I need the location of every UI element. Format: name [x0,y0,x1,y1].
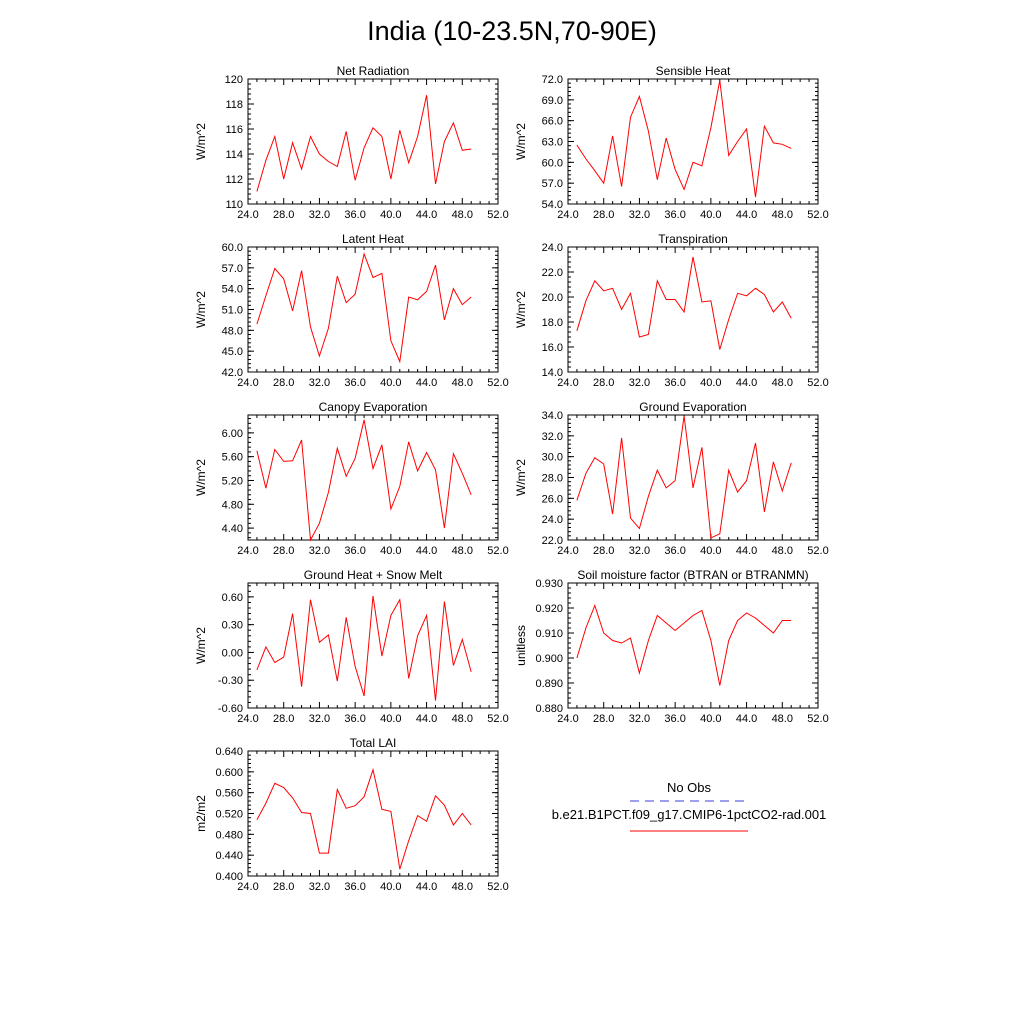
plot-frame [568,583,818,708]
y-tick-label: 24.0 [541,514,563,527]
x-tick-label: 32.0 [628,209,651,221]
x-tick-label: 24.0 [557,209,579,221]
y-tick-label: 118 [225,99,243,111]
y-tick-label: 0.480 [215,829,243,842]
x-tick-label: 36.0 [344,209,366,221]
x-tick-label: 48.0 [451,377,473,389]
panel-8 [514,568,829,725]
panel-9 [194,736,509,893]
x-tick-label: 52.0 [807,377,829,389]
y-tick-label: 24.0 [541,242,563,254]
x-tick-label: 44.0 [735,209,758,221]
y-tick-label: 48.0 [221,325,243,338]
x-tick-label: 48.0 [771,377,793,389]
x-tick-label: 44.0 [415,377,438,389]
legend [552,780,827,831]
x-tick-label: 24.0 [237,545,259,557]
y-tick-label: 54.0 [221,283,243,296]
y-tick-label: 0.880 [535,703,563,715]
y-tick-label: 22.0 [541,535,563,547]
panel-title: Total LAI [349,736,397,750]
x-tick-label: 24.0 [557,713,579,725]
y-tick-label: 54.0 [541,199,563,211]
x-tick-label: 44.0 [415,713,438,725]
y-tick-label: 72.0 [541,74,563,86]
x-tick-label: 32.0 [308,881,331,893]
y-tick-label: 66.0 [541,115,563,128]
y-tick-label: 30.0 [541,451,563,464]
y-tick-label: -0.30 [217,675,243,688]
y-tick-label: 0.910 [535,628,563,640]
series-line [577,257,791,350]
series-line [257,596,471,701]
x-tick-label: 40.0 [700,713,722,725]
y-tick-label: 34.0 [541,410,563,422]
y-tick-label: 112 [225,174,243,186]
x-tick-label: 52.0 [487,545,509,557]
x-tick-label: 28.0 [593,209,615,221]
y-tick-label: 0.60 [221,591,243,604]
x-tick-label: 28.0 [273,881,295,893]
y-tick-label: 0.920 [535,603,563,615]
y-tick-label: 45.0 [221,346,243,359]
legend-model-label: b.e21.B1PCT.f09_g17.CMIP6-1pctCO2-rad.001 [551,807,827,822]
x-tick-label: 44.0 [415,209,438,221]
y-tick-label: 28.0 [541,472,563,485]
y-tick-label: 0.30 [221,619,243,632]
x-tick-label: 36.0 [664,713,686,725]
y-tick-label: 16.0 [541,342,563,354]
plot-frame [248,247,498,372]
x-tick-label: 24.0 [237,209,259,221]
x-tick-label: 24.0 [557,545,579,557]
plot-frame [568,247,818,372]
y-tick-label: 4.40 [221,523,243,536]
y-tick-label: 0.400 [215,871,243,883]
x-tick-label: 48.0 [771,545,793,557]
x-tick-label: 28.0 [273,377,295,389]
x-tick-label: 36.0 [664,377,686,389]
x-tick-label: 48.0 [451,713,473,725]
panel-1 [194,64,509,221]
y-tick-label: 0.890 [535,678,563,690]
y-axis-label: W/m^2 [514,459,528,496]
plot-frame [248,79,498,204]
panel-3 [194,232,509,389]
x-tick-label: 36.0 [664,209,686,221]
x-tick-label: 48.0 [451,881,473,893]
series-line [577,416,791,538]
x-tick-label: 24.0 [237,377,259,389]
y-tick-label: 0.640 [215,746,243,758]
x-tick-label: 28.0 [273,209,295,221]
y-tick-label: 20.0 [541,292,563,304]
y-tick-label: 18.0 [541,317,563,329]
y-axis-label: unitless [514,625,528,666]
series-line [257,420,471,540]
panel-title: Sensible Heat [655,64,731,78]
panel-6 [514,400,829,557]
series-line [577,606,791,686]
x-tick-label: 44.0 [415,545,438,557]
panel-title: Ground Evaporation [639,400,747,414]
y-tick-label: 0.00 [221,647,243,660]
x-tick-label: 52.0 [487,209,509,221]
y-tick-label: 6.00 [221,427,243,440]
y-tick-label: 0.560 [215,787,243,800]
x-tick-label: 36.0 [344,881,366,893]
panel-title: Net Radiation [336,64,410,78]
y-tick-label: 42.0 [221,367,243,379]
y-tick-label: 0.900 [535,653,563,665]
series-line [257,254,471,362]
x-tick-label: 44.0 [415,881,438,893]
x-tick-label: 24.0 [237,881,259,893]
x-tick-label: 48.0 [451,545,473,557]
y-axis-label: m2/m2 [194,795,208,832]
panel-7 [194,568,509,725]
y-tick-label: 51.0 [221,304,243,317]
x-tick-label: 32.0 [308,377,331,389]
y-tick-label: 116 [225,124,243,136]
x-tick-label: 40.0 [380,881,402,893]
x-tick-label: 52.0 [487,377,509,389]
x-tick-label: 28.0 [273,545,295,557]
y-tick-label: 4.80 [221,499,243,512]
plot-frame [248,415,498,540]
y-axis-label: W/m^2 [194,291,208,328]
panel-title: Soil moisture factor (BTRAN or BTRANMN) [577,568,809,582]
x-tick-label: 32.0 [308,713,331,725]
panel-4 [514,232,829,389]
y-tick-label: 5.20 [221,475,243,488]
x-tick-label: 48.0 [451,209,473,221]
x-tick-label: 40.0 [380,209,402,221]
x-tick-label: 52.0 [487,881,509,893]
x-tick-label: 24.0 [237,713,259,725]
x-tick-label: 44.0 [735,545,758,557]
x-tick-label: 40.0 [380,545,402,557]
x-tick-label: 52.0 [807,209,829,221]
x-tick-label: 52.0 [487,713,509,725]
y-tick-label: 114 [225,149,243,161]
y-tick-label: 69.0 [541,94,563,107]
y-tick-label: 57.0 [541,178,563,191]
y-tick-label: 60.0 [221,242,243,254]
y-tick-label: 0.600 [215,766,243,779]
y-axis-label: W/m^2 [514,291,528,328]
x-tick-label: 40.0 [380,713,402,725]
x-tick-label: 32.0 [308,545,331,557]
panels [194,64,829,893]
series-line [257,95,471,191]
x-tick-label: 32.0 [628,713,651,725]
main-title: India (10-23.5N,70-90E) [367,16,657,46]
y-tick-label: 26.0 [541,493,563,506]
y-tick-label: -0.60 [217,703,243,715]
x-tick-label: 40.0 [700,545,722,557]
y-tick-label: 0.440 [215,850,243,863]
panel-2 [514,64,829,221]
y-axis-label: W/m^2 [194,459,208,496]
x-tick-label: 40.0 [700,209,722,221]
y-axis-label: W/m^2 [194,123,208,160]
x-tick-label: 32.0 [308,209,331,221]
x-tick-label: 40.0 [380,377,402,389]
panel-title: Ground Heat + Snow Melt [303,568,443,582]
x-tick-label: 40.0 [700,377,722,389]
y-tick-label: 57.0 [221,262,243,275]
x-tick-label: 28.0 [593,377,615,389]
y-tick-label: 110 [225,199,243,211]
y-axis-label: W/m^2 [194,627,208,664]
plot-frame [568,79,818,204]
x-tick-label: 52.0 [807,713,829,725]
y-tick-label: 22.0 [541,267,563,279]
x-tick-label: 28.0 [593,713,615,725]
panel-title: Transpiration [658,232,728,246]
x-tick-label: 48.0 [771,713,793,725]
x-tick-label: 32.0 [628,377,651,389]
x-tick-label: 36.0 [664,545,686,557]
x-tick-label: 36.0 [344,713,366,725]
panel-5 [194,400,509,557]
y-tick-label: 60.0 [541,157,563,170]
x-tick-label: 32.0 [628,545,651,557]
y-tick-label: 120 [224,74,243,86]
y-tick-label: 0.520 [215,808,243,821]
y-axis-label: W/m^2 [514,123,528,160]
panel-title: Latent Heat [341,232,405,246]
x-tick-label: 44.0 [735,713,758,725]
y-tick-label: 14.0 [541,367,563,379]
x-tick-label: 36.0 [344,377,366,389]
x-tick-label: 52.0 [807,545,829,557]
plot-frame [568,415,818,540]
y-tick-label: 0.930 [535,578,563,590]
legend-obs-label: No Obs [666,780,712,795]
x-tick-label: 44.0 [735,377,758,389]
x-tick-label: 24.0 [557,377,579,389]
panel-title: Canopy Evaporation [318,400,428,414]
y-tick-label: 63.0 [541,136,563,149]
y-tick-label: 5.60 [221,451,243,464]
series-line [577,80,791,197]
series-line [257,770,471,869]
x-tick-label: 28.0 [593,545,615,557]
x-tick-label: 28.0 [273,713,295,725]
x-tick-label: 48.0 [771,209,793,221]
y-tick-label: 32.0 [541,430,563,443]
x-tick-label: 36.0 [344,545,366,557]
